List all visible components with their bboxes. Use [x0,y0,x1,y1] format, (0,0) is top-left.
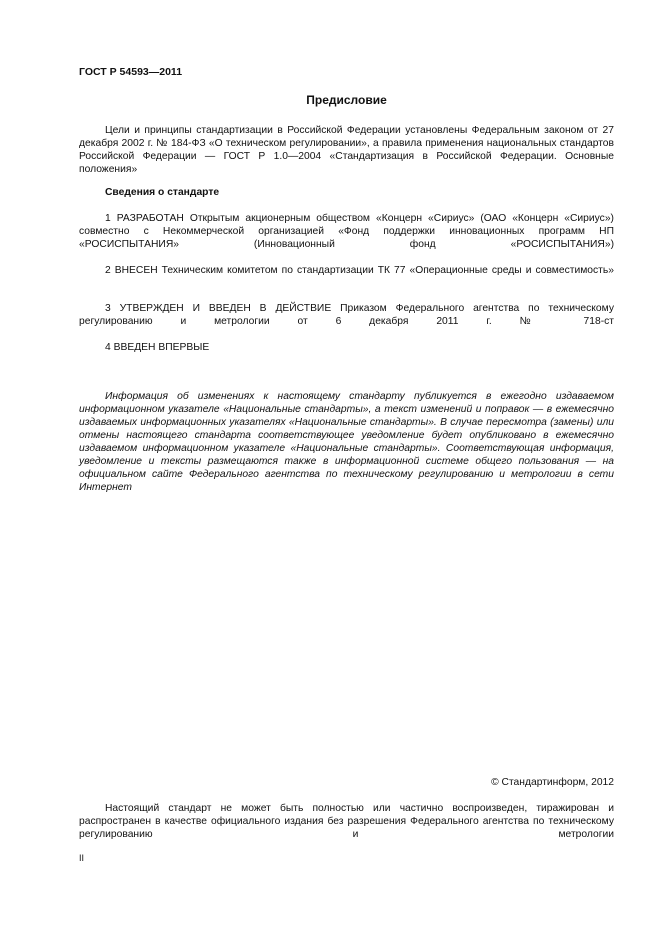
item-submitted: 2 ВНЕСЕН Техническим комитетом по стандартизации ТК 77 «Операционные среды и совместимость» [105,265,614,276]
item-approved: 3 УТВЕРЖДЕН И ВВЕДЕН В ДЕЙСТВИЕ Приказом Федерального агентства по техническому регулированию и метрологии от 6 декабря 2011 г. № 718-ст [79,303,614,327]
reproduction-paragraph: Настоящий стандарт не может быть полностью или частично воспроизведен, тиражирован и распространен в качестве официального издания без разрешения Федерального агентства по техническому регулированию и метрологии [79,803,614,840]
intro-paragraph: Цели и принципы стандартизации в Российской Федерации установлены Федеральным законом от 27 декабря 2002 г. № 184-ФЗ «О техническом регулировании», а правила применения национальных стандартов Российской Федерации — ГОСТ Р 1.0—2004 «Стандартизация в Российской Федерации. Основные положения» [79,125,614,175]
notice-paragraph: Информация об изменениях к настоящему стандарту публикуется в ежегодно издаваемом информационном указателе «Национальные стандарты», а текст изменений и поправок — в ежемесячно издаваемых информационных указателях «Национальные стандарты». В случае пересмотра (замены) или отмены настоящего стандарта соответствующее уведомление будет опубликовано в ежемесячно издаваемом информационном указателе «Национальные стандарты». Соответствующая информация, уведомление и тексты размещаются также в информационной системе общего пользования — на официальном сайте Федерального агентства по техническому регулированию и метрологии в сети Интернет [79,391,614,493]
copyright: © Стандартинформ, 2012 [491,777,614,788]
page-number: II [79,853,85,863]
item-developed: 1 РАЗРАБОТАН Открытым акционерным обществом «Концерн «Сириус» (ОАО «Концерн «Сириус») совместно с Некоммерческой организацией «Фонд поддержки инновационных программ НП «РОСИСПЫТАНИЯ» (Инновационный фонд «РОСИСПЫТАНИЯ») [79,213,614,250]
page-title: Предисловие [306,93,387,107]
standard-code: ГОСТ Р 54593—2011 [79,66,183,78]
info-heading: Сведения о стандарте [105,187,220,198]
item-introduced: 4 ВВЕДЕН ВПЕРВЫЕ [105,342,210,353]
